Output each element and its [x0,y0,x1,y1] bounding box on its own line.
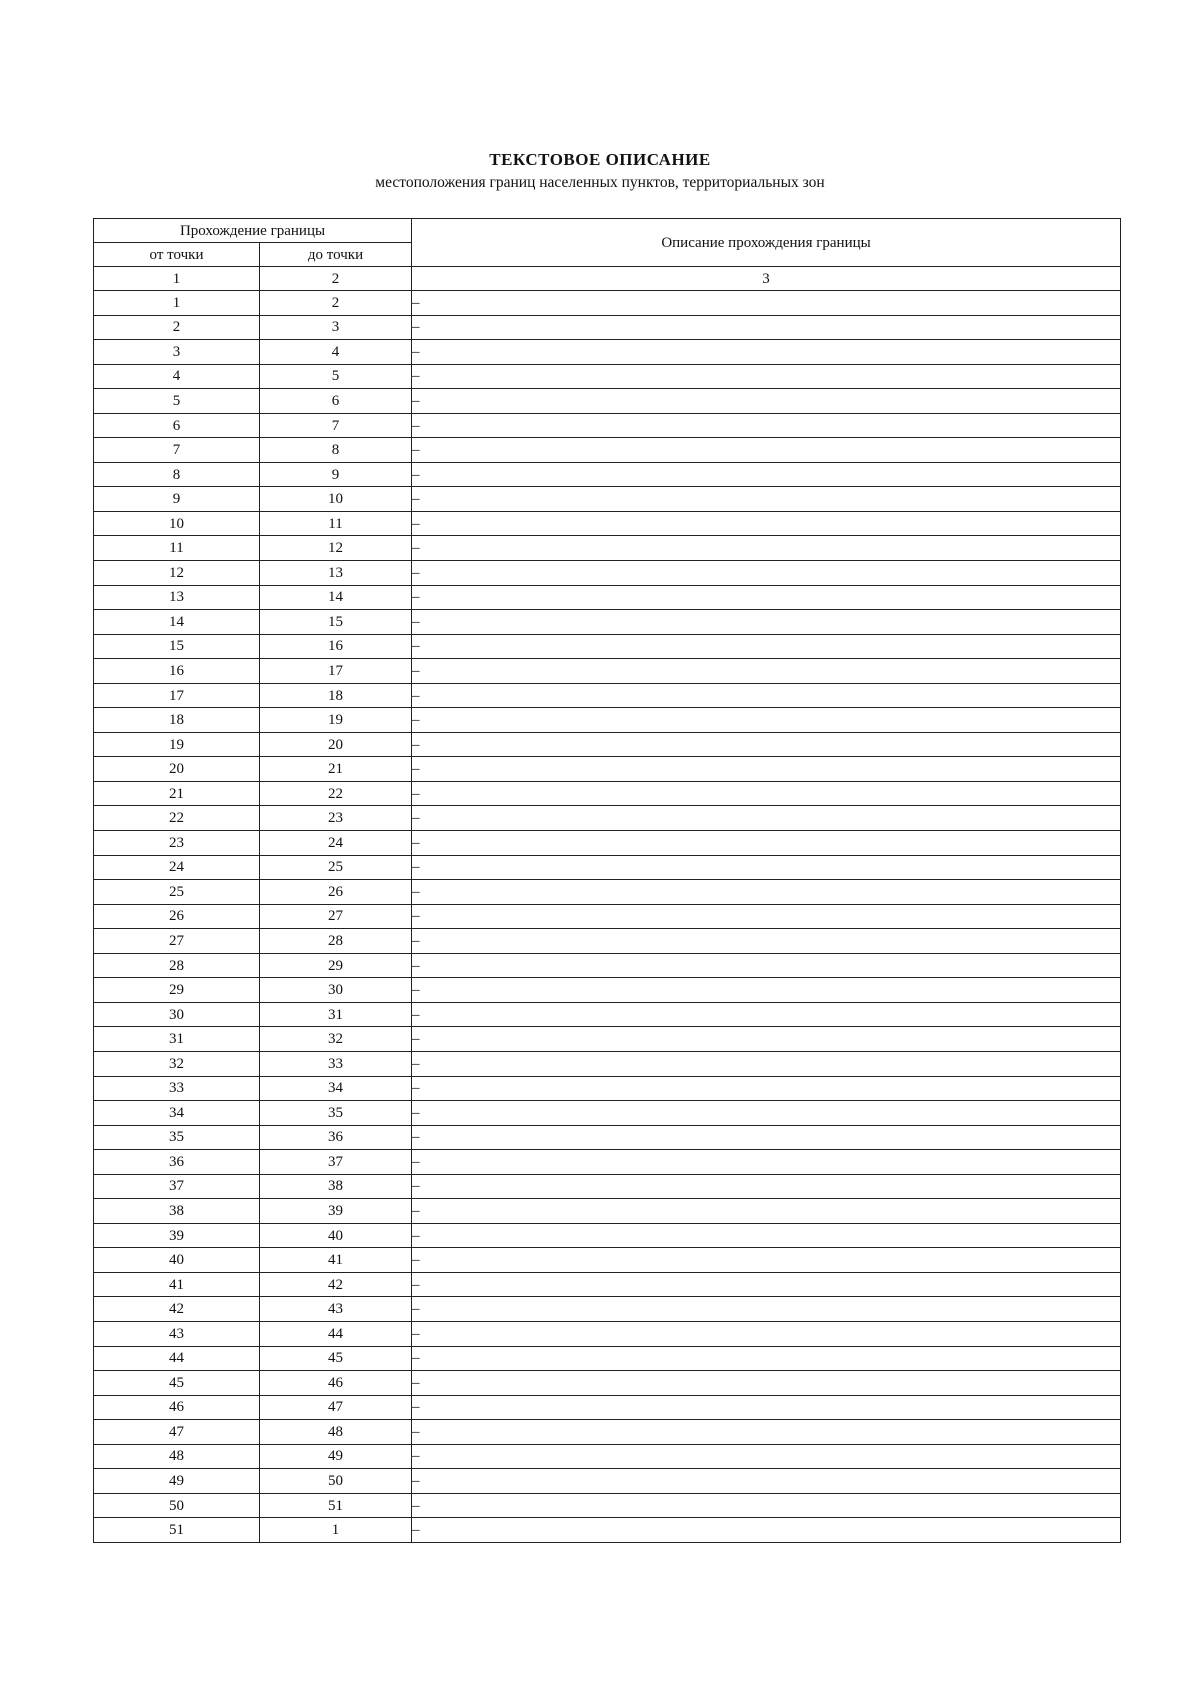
table-row [94,1469,1121,1494]
from-point-cell: 44 [94,1346,260,1371]
from-point-cell: 43 [94,1321,260,1346]
description-cell: – [412,978,1121,1003]
to-point-cell: 31 [260,1002,412,1027]
to-point-cell: 33 [260,1051,412,1076]
to-point-cell: 25 [260,855,412,880]
from-point-cell: 41 [94,1272,260,1297]
to-point-cell: 4 [260,340,412,365]
table-row [94,1346,1121,1371]
description-cell: – [412,413,1121,438]
description-cell: – [412,1395,1121,1420]
from-point-cell: 7 [94,438,260,463]
description-cell: – [412,683,1121,708]
to-point-cell: 20 [260,732,412,757]
from-point-cell: 42 [94,1297,260,1322]
from-point-cell: 26 [94,904,260,929]
table-row [94,561,1121,586]
from-point-cell: 5 [94,389,260,414]
description-cell: – [412,1174,1121,1199]
description-cell: – [412,462,1121,487]
from-point-cell: 37 [94,1174,260,1199]
table-row [94,683,1121,708]
table-row [94,1248,1121,1273]
to-point-cell: 14 [260,585,412,610]
to-point-cell: 22 [260,781,412,806]
to-point-cell: 2 [260,291,412,316]
from-point-cell: 24 [94,855,260,880]
header-row-group [94,219,1121,243]
description-cell: – [412,1321,1121,1346]
table-row [94,929,1121,954]
description-cell: – [412,1518,1121,1543]
to-point-cell: 41 [260,1248,412,1273]
description-cell: – [412,1125,1121,1150]
from-point-cell: 19 [94,732,260,757]
from-point-cell: 4 [94,364,260,389]
to-point-cell: 13 [260,561,412,586]
description-cell: – [412,1371,1121,1396]
to-point-cell: 45 [260,1346,412,1371]
table-row [94,389,1121,414]
from-point-cell: 9 [94,487,260,512]
to-point-cell: 10 [260,487,412,512]
description-cell: – [412,1469,1121,1494]
from-point-cell: 22 [94,806,260,831]
table-row [94,880,1121,905]
to-point-cell: 12 [260,536,412,561]
table-row [94,315,1121,340]
from-point-cell: 21 [94,781,260,806]
description-cell: – [412,781,1121,806]
header-description: Описание прохождения границы [412,219,1121,267]
header-to-point: до точки [260,243,412,267]
from-point-cell: 8 [94,462,260,487]
table-row [94,708,1121,733]
to-point-cell: 46 [260,1371,412,1396]
description-cell: – [412,1076,1121,1101]
description-cell: – [412,929,1121,954]
to-point-cell: 32 [260,1027,412,1052]
table-row [94,831,1121,856]
to-point-cell: 8 [260,438,412,463]
to-point-cell: 51 [260,1493,412,1518]
description-cell: – [412,953,1121,978]
description-cell: – [412,904,1121,929]
to-point-cell: 50 [260,1469,412,1494]
to-point-cell: 42 [260,1272,412,1297]
table-row [94,1395,1121,1420]
description-cell: – [412,634,1121,659]
table-row [94,462,1121,487]
description-cell: – [412,1051,1121,1076]
from-point-cell: 11 [94,536,260,561]
table-row [94,364,1121,389]
from-point-cell: 35 [94,1125,260,1150]
to-point-cell: 21 [260,757,412,782]
description-cell: – [412,1444,1121,1469]
description-cell: – [412,585,1121,610]
column-number: 3 [412,267,1121,291]
table-row [94,953,1121,978]
from-point-cell: 29 [94,978,260,1003]
description-cell: – [412,561,1121,586]
description-cell: – [412,364,1121,389]
description-cell: – [412,511,1121,536]
table-row [94,732,1121,757]
description-cell: – [412,855,1121,880]
description-cell: – [412,1101,1121,1126]
description-cell: – [412,708,1121,733]
to-point-cell: 6 [260,389,412,414]
from-point-cell: 46 [94,1395,260,1420]
to-point-cell: 49 [260,1444,412,1469]
description-cell: – [412,806,1121,831]
description-cell: – [412,1002,1121,1027]
description-cell: – [412,659,1121,684]
from-point-cell: 14 [94,610,260,635]
to-point-cell: 24 [260,831,412,856]
description-cell: – [412,487,1121,512]
description-cell: – [412,315,1121,340]
from-point-cell: 20 [94,757,260,782]
to-point-cell: 39 [260,1199,412,1224]
table-row [94,438,1121,463]
boundary-table [93,218,1121,1543]
from-point-cell: 38 [94,1199,260,1224]
to-point-cell: 19 [260,708,412,733]
description-cell: – [412,1248,1121,1273]
to-point-cell: 44 [260,1321,412,1346]
description-cell: – [412,1223,1121,1248]
column-number: 1 [94,267,260,291]
to-point-cell: 34 [260,1076,412,1101]
from-point-cell: 2 [94,315,260,340]
table-row [94,1493,1121,1518]
to-point-cell: 40 [260,1223,412,1248]
from-point-cell: 51 [94,1518,260,1543]
column-number: 2 [260,267,412,291]
to-point-cell: 43 [260,1297,412,1322]
to-point-cell: 48 [260,1420,412,1445]
table-row [94,585,1121,610]
from-point-cell: 39 [94,1223,260,1248]
from-point-cell: 10 [94,511,260,536]
table-row [94,1174,1121,1199]
table-row [94,855,1121,880]
to-point-cell: 15 [260,610,412,635]
from-point-cell: 50 [94,1493,260,1518]
to-point-cell: 28 [260,929,412,954]
from-point-cell: 49 [94,1469,260,1494]
description-cell: – [412,610,1121,635]
to-point-cell: 23 [260,806,412,831]
description-cell: – [412,1199,1121,1224]
from-point-cell: 36 [94,1150,260,1175]
table-row [94,536,1121,561]
to-point-cell: 37 [260,1150,412,1175]
to-point-cell: 35 [260,1101,412,1126]
table-row [94,1518,1121,1543]
description-cell: – [412,831,1121,856]
to-point-cell: 26 [260,880,412,905]
table-row [94,978,1121,1003]
from-point-cell: 15 [94,634,260,659]
from-point-cell: 48 [94,1444,260,1469]
table-row [94,806,1121,831]
table-row [94,1101,1121,1126]
table-row [94,904,1121,929]
description-cell: – [412,1346,1121,1371]
to-point-cell: 27 [260,904,412,929]
from-point-cell: 45 [94,1371,260,1396]
from-point-cell: 16 [94,659,260,684]
to-point-cell: 18 [260,683,412,708]
from-point-cell: 33 [94,1076,260,1101]
from-point-cell: 17 [94,683,260,708]
description-cell: – [412,291,1121,316]
table-row [94,340,1121,365]
table-row [94,291,1121,316]
document-subtitle: местоположения границ населенных пунктов, территориальных зон [375,174,825,191]
table-row [94,757,1121,782]
to-point-cell: 38 [260,1174,412,1199]
table-row [94,487,1121,512]
to-point-cell: 17 [260,659,412,684]
description-cell: – [412,1272,1121,1297]
description-cell: – [412,732,1121,757]
header-from-point: от точки [94,243,260,267]
description-cell: – [412,536,1121,561]
from-point-cell: 13 [94,585,260,610]
to-point-cell: 16 [260,634,412,659]
description-cell: – [412,1420,1121,1445]
table-row [94,1371,1121,1396]
to-point-cell: 29 [260,953,412,978]
from-point-cell: 27 [94,929,260,954]
table-row [94,511,1121,536]
from-point-cell: 28 [94,953,260,978]
to-point-cell: 7 [260,413,412,438]
from-point-cell: 1 [94,291,260,316]
description-cell: – [412,1150,1121,1175]
to-point-cell: 36 [260,1125,412,1150]
description-cell: – [412,1027,1121,1052]
to-point-cell: 30 [260,978,412,1003]
table-row [94,1420,1121,1445]
table-row [94,1051,1121,1076]
description-cell: – [412,880,1121,905]
table-row [94,1223,1121,1248]
from-point-cell: 32 [94,1051,260,1076]
to-point-cell: 3 [260,315,412,340]
description-cell: – [412,757,1121,782]
to-point-cell: 9 [260,462,412,487]
to-point-cell: 1 [260,1518,412,1543]
table-row [94,1076,1121,1101]
from-point-cell: 25 [94,880,260,905]
table-row [94,1027,1121,1052]
table-row [94,634,1121,659]
from-point-cell: 6 [94,413,260,438]
description-cell: – [412,389,1121,414]
to-point-cell: 47 [260,1395,412,1420]
description-cell: – [412,1297,1121,1322]
table-row [94,413,1121,438]
table-row [94,659,1121,684]
table-row [94,610,1121,635]
table-row [94,1199,1121,1224]
column-number-row [94,267,1121,291]
table-row [94,781,1121,806]
description-cell: – [412,438,1121,463]
table-row [94,1272,1121,1297]
table-row [94,1321,1121,1346]
table-row [94,1150,1121,1175]
from-point-cell: 18 [94,708,260,733]
description-cell: – [412,340,1121,365]
from-point-cell: 40 [94,1248,260,1273]
table-row [94,1444,1121,1469]
to-point-cell: 5 [260,364,412,389]
from-point-cell: 31 [94,1027,260,1052]
from-point-cell: 30 [94,1002,260,1027]
document-title: ТЕКСТОВОЕ ОПИСАНИЕ [489,150,711,169]
table-row [94,1002,1121,1027]
to-point-cell: 11 [260,511,412,536]
description-cell: – [412,1493,1121,1518]
from-point-cell: 23 [94,831,260,856]
table-row [94,1125,1121,1150]
from-point-cell: 34 [94,1101,260,1126]
from-point-cell: 47 [94,1420,260,1445]
from-point-cell: 12 [94,561,260,586]
table-row [94,1297,1121,1322]
header-boundary-passage: Прохождение границы [94,219,412,243]
from-point-cell: 3 [94,340,260,365]
